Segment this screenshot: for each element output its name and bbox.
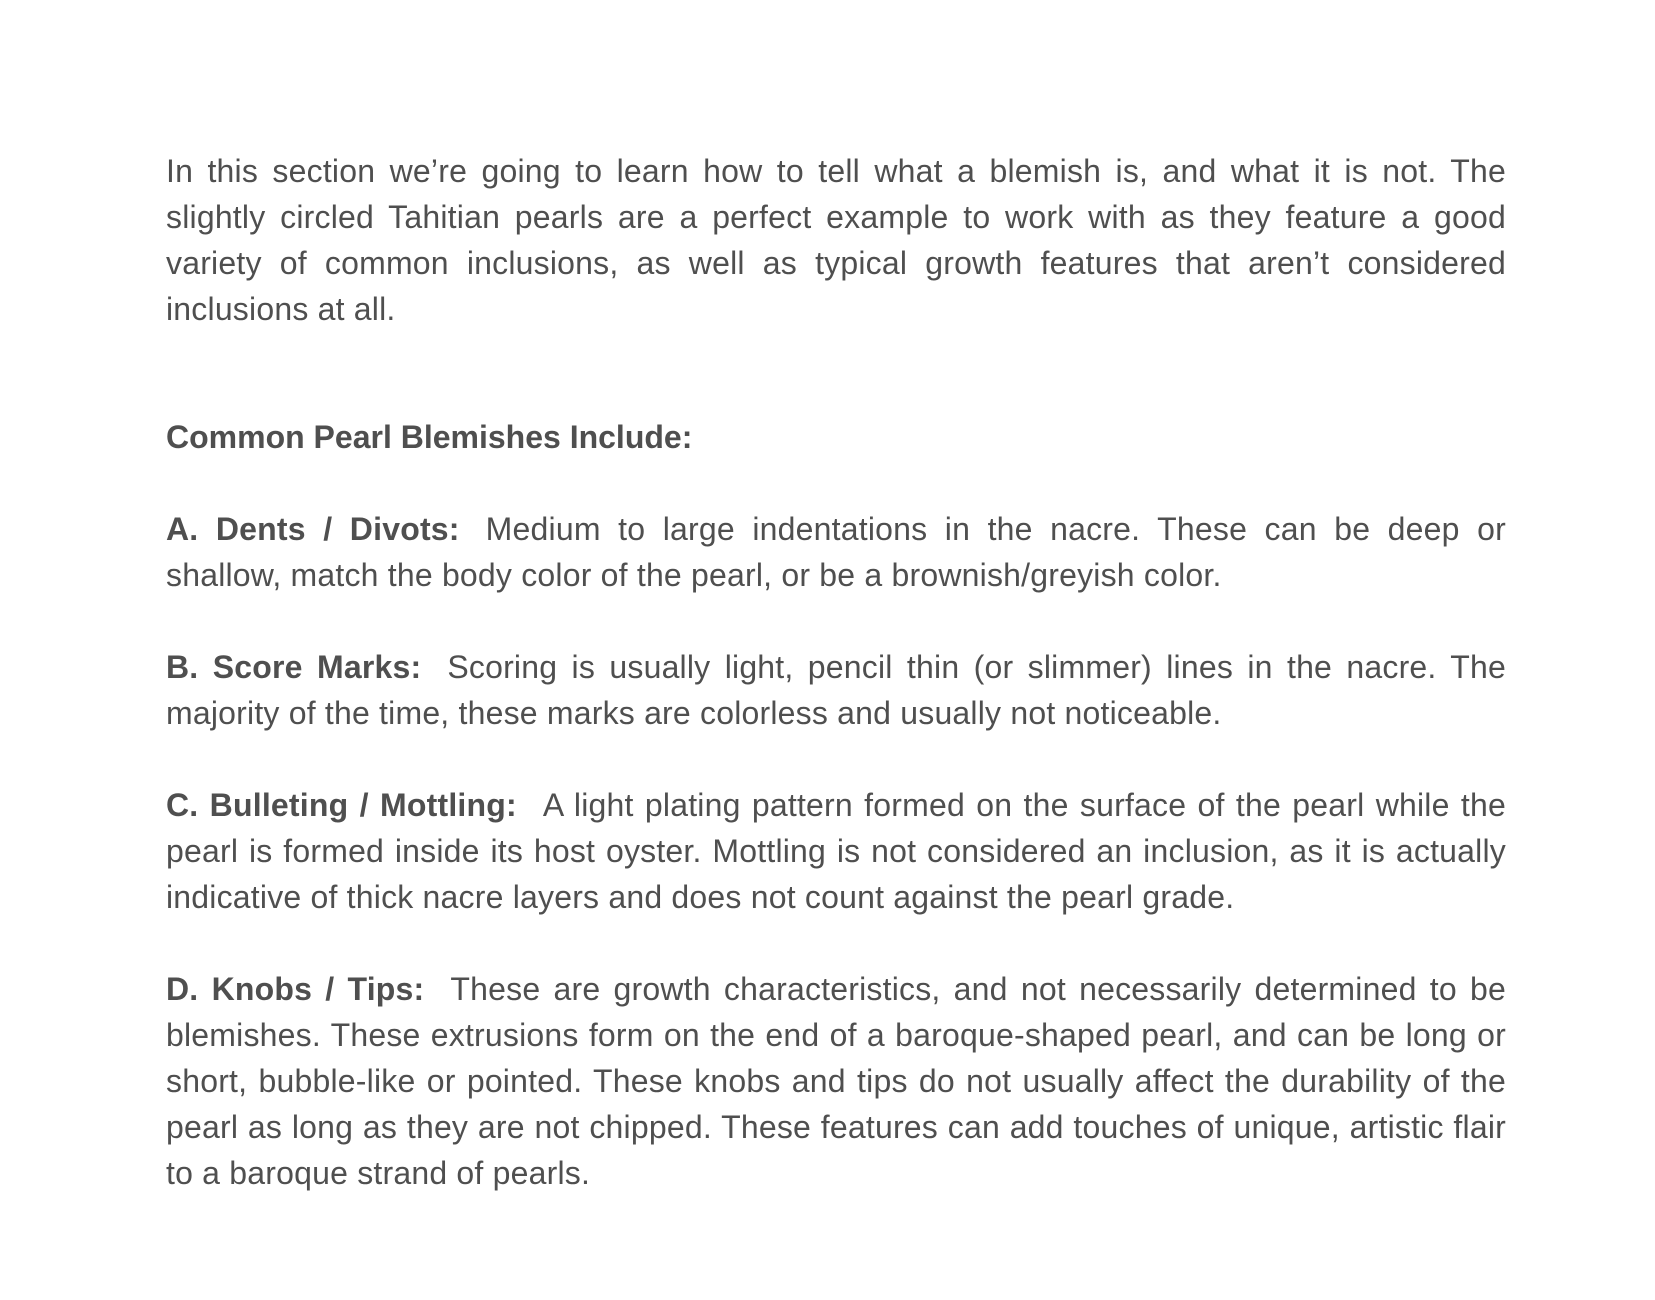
blemish-item-knobs: [166, 966, 1506, 1196]
section-heading: Common Pearl Blemishes Include:: [166, 419, 693, 455]
blemish-term: C. Bulleting / Mottling:: [166, 787, 517, 823]
blemish-description: A light plating pattern formed on the surface of the pearl while the pearl is formed inside its host oyster. Mottling is not considered an inclusion, as it is actually indicative of thick nacre layers and does not count against the pearl grade.: [166, 787, 1506, 915]
blemish-term: A. Dents / Divots:: [166, 511, 460, 547]
intro-paragraph: In this section we’re going to learn how to tell what a blemish is, and what it is not. The slightly circled Tahitian pearls are a perfect example to work with as they feature a good variety of common inclusions, as well as typical growth features that aren’t considered inclusions at all.: [166, 153, 1506, 327]
blemish-description: Scoring is usually light, pencil thin (or slimmer) lines in the nacre. The majority of the time, these marks are colorless and usually not noticeable.: [166, 649, 1506, 731]
blemish-term: D. Knobs / Tips:: [166, 971, 425, 1007]
blemish-item-bulleting: [166, 782, 1506, 920]
blemish-item-score-marks: [166, 644, 1506, 736]
blemish-description: Medium to large indentations in the nacre. These can be deep or shallow, match the body color of the pearl, or be a brownish/greyish color.: [166, 511, 1506, 593]
document-page: [166, 148, 1506, 1242]
blemish-item-dents: [166, 506, 1506, 598]
blemish-term: B. Score Marks:: [166, 649, 422, 685]
blemish-description: These are growth characteristics, and not necessarily determined to be blemishes. These extrusions form on the end of a baroque-shaped pearl, and can be long or short, bubble-like or pointed. These knobs and tips do not usually affect the durability of the pearl as long as they are not chipped. These features can add touches of unique, artistic flair to a baroque strand of pearls.: [166, 971, 1506, 1191]
